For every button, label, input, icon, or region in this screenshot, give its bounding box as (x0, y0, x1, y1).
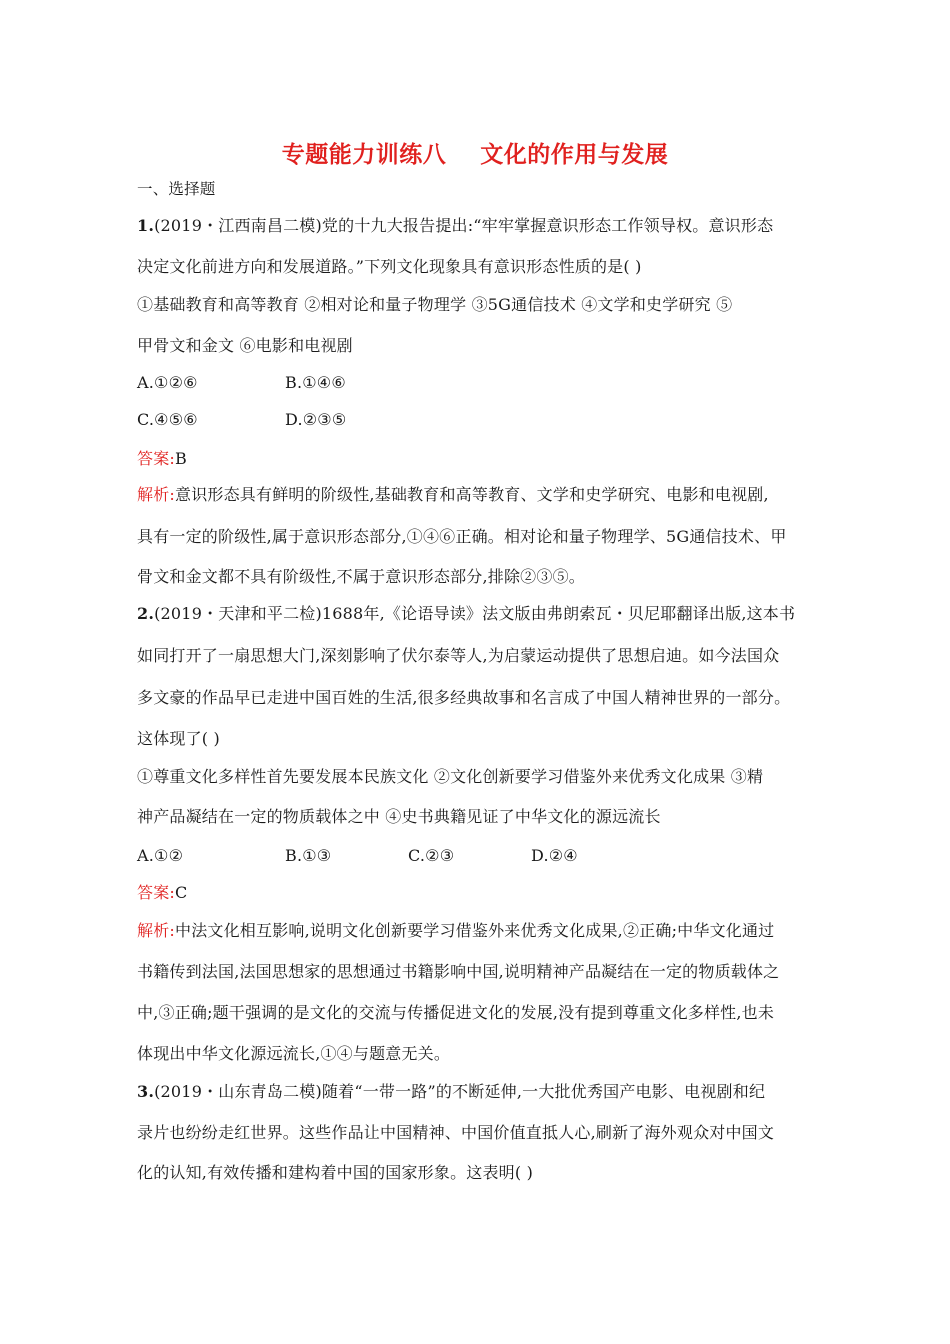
question-1-option-a: A.①②⑥ (137, 373, 198, 392)
question-1-answer (137, 448, 187, 470)
question-2-analysis-line-1 (137, 920, 774, 942)
question-2-line-3: 多文豪的作品早已走进中国百姓的生活,很多经典故事和名言成了中国人精神世界的一部分。 (137, 688, 791, 707)
question-2-option-a: A.①② (137, 846, 184, 865)
question-2-line-1 (137, 603, 795, 625)
question-3-line-3: 化的认知,有效传播和建构着中国的国家形象。这表明( ) (137, 1163, 534, 1182)
analysis-label: 解析: (137, 921, 175, 940)
answer-value: B (175, 449, 187, 468)
question-1-number: 1. (137, 216, 155, 235)
question-1-choices-line-2: 甲骨文和金文 ⑥电影和电视剧 (137, 336, 353, 355)
question-1-option-c: C.④⑤⑥ (137, 410, 198, 429)
question-3-number: 3. (137, 1082, 155, 1101)
question-2-choices-line-2: 神产品凝结在一定的物质载体之中 ④史书典籍见证了中华文化的源远流长 (137, 807, 661, 826)
question-1-text: (2019・江西南昌二模)党的十九大报告提出:“牢牢掌握意识形态工作领导权。意识形态 (154, 216, 774, 235)
analysis-label: 解析: (137, 485, 175, 504)
question-2-line-2: 如同打开了一扇思想大门,深刻影响了伏尔泰等人,为启蒙运动提供了思想启迪。如今法国众 (137, 646, 780, 665)
question-1-analysis-line-1 (137, 484, 769, 506)
question-2-choices-line-1: ①尊重文化多样性首先要发展本民族文化 ②文化创新要学习借鉴外来优秀文化成果 ③精 (137, 767, 764, 786)
question-1-option-b: B.①④⑥ (285, 373, 346, 392)
question-2-number: 2. (137, 604, 155, 623)
analysis-text: 中法文化相互影响,说明文化创新要学习借鉴外来优秀文化成果,②正确;中华文化通过 (175, 921, 775, 940)
question-2-option-b: B.①③ (285, 846, 332, 865)
question-2-answer (137, 882, 187, 904)
question-3-line-2: 录片也纷纷走红世界。这些作品让中国精神、中国价值直抵人心,刷新了海外观众对中国文 (137, 1123, 775, 1142)
question-1-option-d: D.②③⑤ (285, 410, 347, 429)
question-2-analysis-line-4: 体现出中华文化源远流长,①④与题意无关。 (137, 1044, 451, 1063)
question-1-analysis-line-2: 具有一定的阶级性,属于意识形态部分,①④⑥正确。相对论和量子物理学、5G通信技术、甲 (137, 527, 787, 546)
question-2-option-c: C.②③ (408, 846, 455, 865)
question-2-line-4: 这体现了( ) (137, 729, 220, 748)
page-title: 专题能力训练八 文化的作用与发展 (281, 142, 669, 168)
question-2-analysis-line-2: 书籍传到法国,法国思想家的思想通过书籍影响中国,说明精神产品凝结在一定的物质载体之 (137, 962, 780, 981)
question-2-text: (2019・天津和平二检)1688年,《论语导读》法文版由弗朗索瓦・贝尼耶翻译出版,这本书 (154, 604, 796, 623)
question-1-line-2: 决定文化前进方向和发展道路。”下列文化现象具有意识形态性质的是( ) (137, 257, 642, 276)
question-3-text: (2019・山东青岛二模)随着“一带一路”的不断延伸,一大批优秀国产电影、电视剧和纪 (154, 1082, 766, 1101)
question-2-analysis-line-3: 中,③正确;题干强调的是文化的交流与传播促进文化的发展,没有提到尊重文化多样性,也未 (137, 1003, 775, 1022)
question-1-choices-line-1: ①基础教育和高等教育 ②相对论和量子物理学 ③5G通信技术 ④文学和史学研究 ⑤ (137, 295, 733, 314)
analysis-text: 意识形态具有鲜明的阶级性,基础教育和高等教育、文学和史学研究、电影和电视剧, (175, 485, 769, 504)
question-1-line-1 (137, 215, 773, 237)
answer-label: 答案: (137, 449, 175, 468)
question-3-line-1 (137, 1081, 765, 1103)
question-1-analysis-line-3: 骨文和金文都不具有阶级性,不属于意识形态部分,排除②③⑤。 (137, 567, 585, 586)
section-heading: 一、选择题 (137, 180, 216, 198)
answer-label: 答案: (137, 883, 175, 902)
question-2-option-d: D.②④ (531, 846, 578, 865)
answer-value: C (175, 883, 188, 902)
